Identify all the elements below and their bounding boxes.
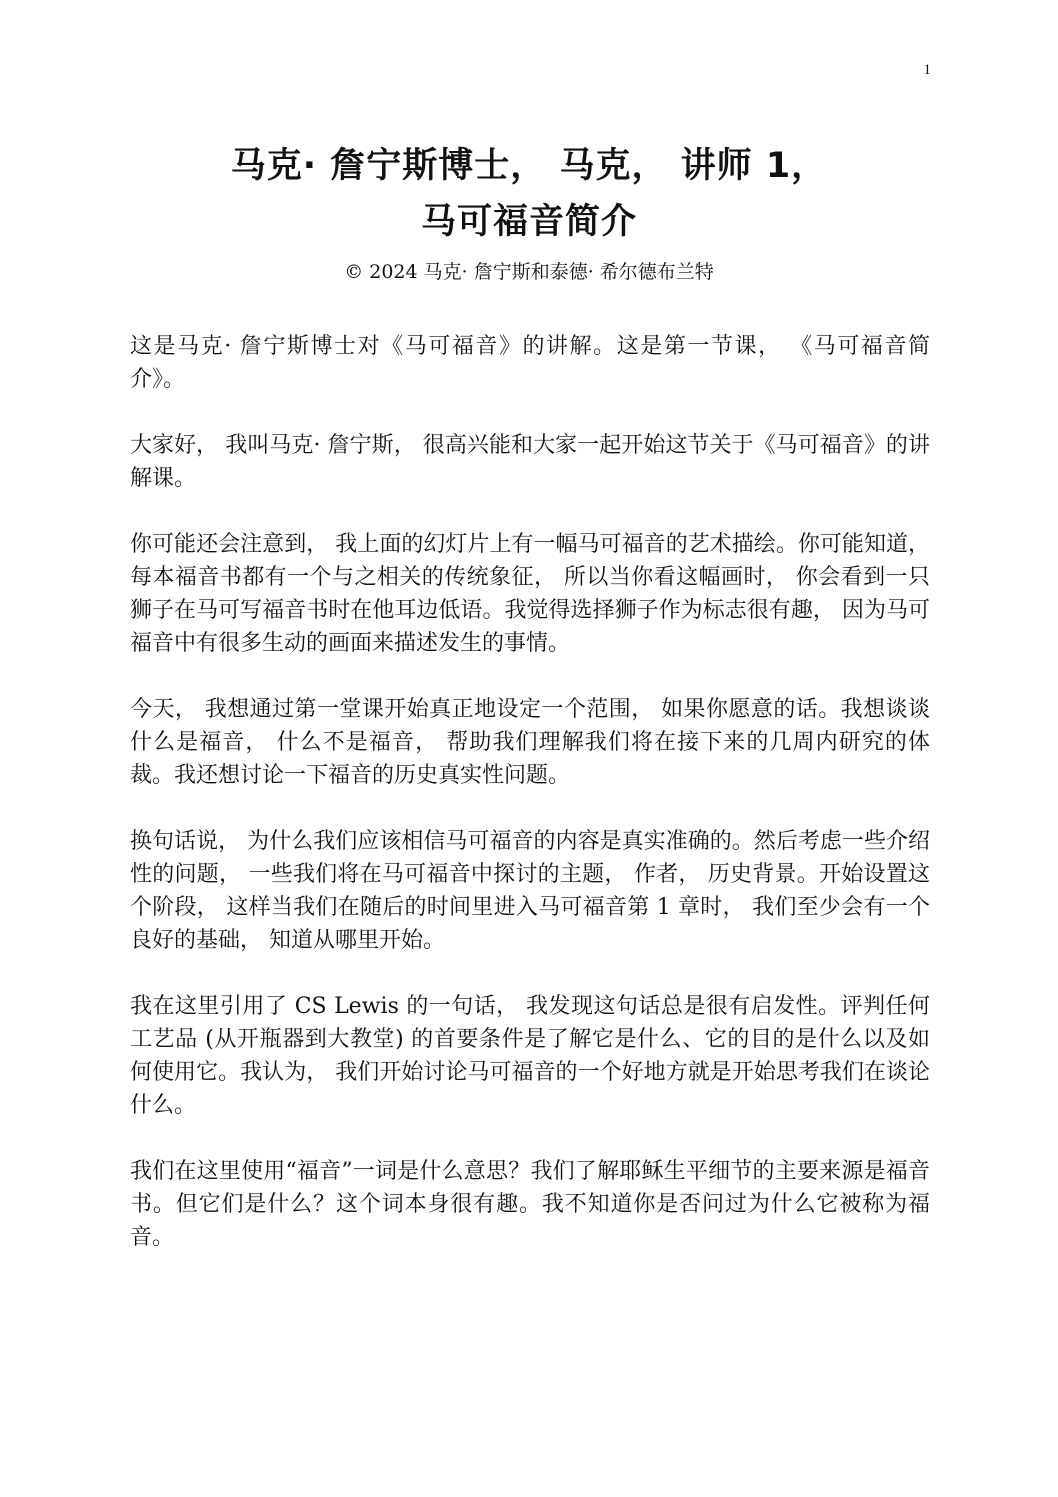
- document-title-line-2: 马可福音简介: [420, 202, 637, 242]
- title-block: [0, 138, 1058, 286]
- document-body: [130, 330, 930, 1287]
- paragraph-historicity: 换句话说， 为什么我们应该相信马可福音的内容是真实准确的。然后考虑一些介绍性的问题， 一些我们将在马可福音中探讨的主题， 作者， 历史背景。开始设置这个阶段， 这样当我们在随后的时间里进入马可福音第 1 章时， 我们至少会有一个良好的基础， 知道从哪里开始。: [130, 829, 930, 953]
- paragraph-cs-lewis-quote: 我在这里引用了 CS Lewis 的一句话， 我发现这句话总是很有启发性。评判任何工艺品 (从开瓶器到大教堂) 的首要条件是了解它是什么、它的目的是什么以及如何使用它。我认为， 我们开始讨论马可福音的一个好地方就是开始思考我们在谈论什么。: [130, 994, 930, 1118]
- paragraph-greeting: 大家好， 我叫马克· 詹宁斯， 很高兴能和大家一起开始这节关于《马可福音》的讲解课。: [130, 433, 930, 491]
- copyright-notice: © 2024 马克· 詹宁斯和泰德· 希尔德布兰特: [344, 261, 714, 283]
- paragraph-intro: 这是马克· 詹宁斯博士对《马可福音》的讲解。这是第一节课， 《马可福音简介》。: [130, 334, 930, 392]
- paragraph-scope: 今天， 我想通过第一堂课开始真正地设定一个范围， 如果你愿意的话。我想谈谈什么是福音， 什么不是福音， 帮助我们理解我们将在接下来的几周内研究的体裁。我还想讨论一下福音的历史真实性问题。: [130, 697, 930, 788]
- page-number: 1: [923, 62, 931, 78]
- paragraph-gospel-meaning: 我们在这里使用“福音”一词是什么意思？我们了解耶稣生平细节的主要来源是福音书。但它们是什么？这个词本身很有趣。我不知道你是否问过为什么它被称为福音。: [130, 1159, 930, 1250]
- paragraph-slide-art: 你可能还会注意到， 我上面的幻灯片上有一幅马可福音的艺术描绘。你可能知道， 每本福音书都有一个与之相关的传统象征， 所以当你看这幅画时， 你会看到一只狮子在马可写福音书时在他耳边低语。我觉得选择狮子作为标志很有趣， 因为马可福音中有很多生动的画面来描述发生的事情。: [130, 532, 930, 656]
- document-title-line-1: 马克· 詹宁斯博士， 马克， 讲师 1，: [230, 146, 828, 186]
